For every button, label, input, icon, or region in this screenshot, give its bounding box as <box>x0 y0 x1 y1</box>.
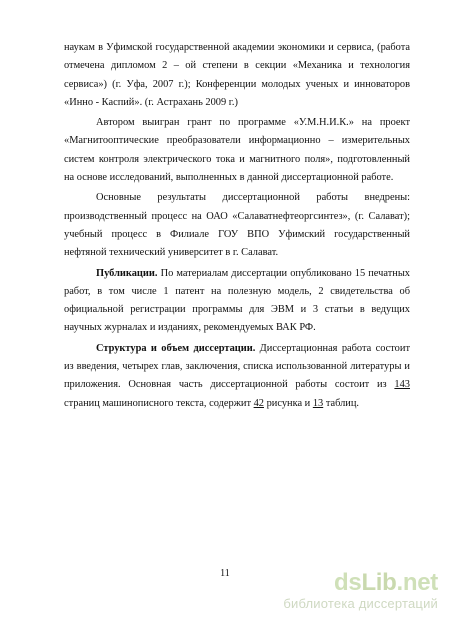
paragraph-structure <box>64 340 410 413</box>
pages-count: 143 <box>394 379 410 391</box>
watermark-logo-net: .net <box>396 569 438 596</box>
paragraph-conferences: наукам в Уфимской государственной академии экономики и сервиса, (работа отмечена дипломом 2 – ой степени в секции «Механика и технология сервиса») (г. Уфа, 2007 г.); Конференции молодых ученых и инноваторов «Инно - Каспий». (г. Астрахань 2009 г.) <box>64 42 410 108</box>
structure-text-d: таблиц. <box>323 397 360 409</box>
body-text <box>64 39 410 413</box>
page-number: 11 <box>220 568 230 579</box>
publications-text: По материалам диссертации опубликовано 15 печатных работ, в том числе 1 патент на полезную модель, 2 свидетельства об официальной регистрации программы для ЭВМ и 3 статьи в ведущих научных журналах и изданиях, рекомендуемых ВАК РФ. <box>64 267 410 334</box>
figures-count: 42 <box>253 397 264 409</box>
publications-heading: Публикации. <box>96 267 158 279</box>
tables-count: 13 <box>312 397 324 409</box>
watermark-logo-lib: Lib <box>361 569 397 596</box>
paragraph-grant: Автором выигран грант по программе «У.М.Н.И.К.» на проект «Магнитооптические преобразователи информационно – измерительных систем контроля электрического тока и магнитного поля», подготовленный на основе исследований, выполненных в данной диссертационной работе. <box>64 117 410 184</box>
structure-text-c: рисунка и <box>263 397 313 409</box>
structure-text-b: страниц машинописного текста, содержит <box>64 397 254 409</box>
watermark-logo <box>283 571 438 595</box>
structure-text-a: Диссертационная работа состоит из введения, четырех глав, заключения, списка использованной литературы и приложения. Основная часть диссертационной работы состоит из <box>64 342 410 391</box>
watermark-caption: библиотека диссертаций <box>283 596 438 611</box>
watermark-logo-ds: ds <box>334 569 362 596</box>
structure-heading: Структура и объем диссертации. <box>96 342 256 354</box>
paragraph-publications <box>64 265 410 338</box>
watermark <box>283 571 438 611</box>
paragraph-implementation: Основные результаты диссертационной работы внедрены: производственный процесс на ОАО «Салаватнефтеоргсинтез», (г. Салават); учебный процесс в Филиале ГОУ ВПО Уфимский государственный нефтяной технический университет в г. Салават. <box>64 192 410 259</box>
